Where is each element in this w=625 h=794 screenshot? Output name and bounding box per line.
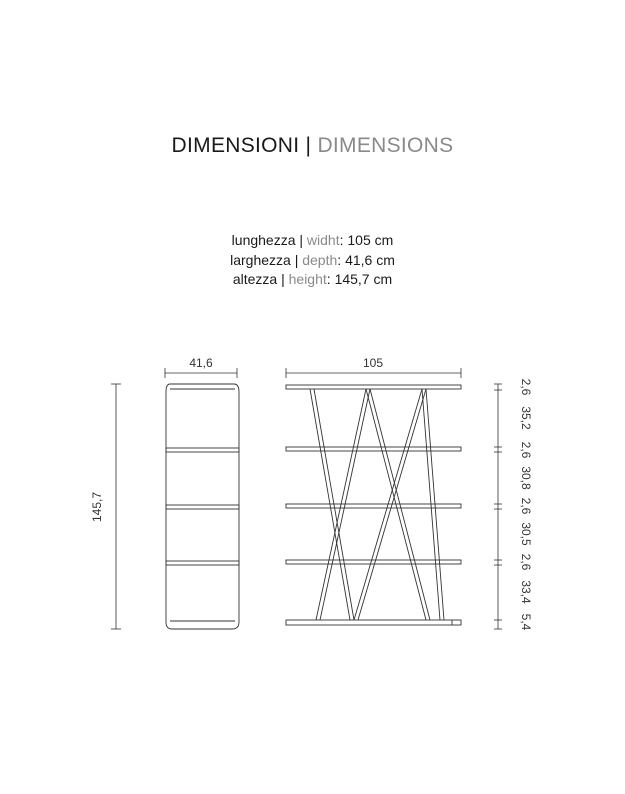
spec-depth-sep: |: [294, 251, 299, 268]
shelf-2: [286, 447, 461, 451]
spec-height-sep: |: [281, 271, 285, 287]
segment-label-4: 30,8: [519, 466, 533, 490]
title-italian: DIMENSIONI: [171, 134, 300, 157]
shelf-base: [286, 620, 461, 625]
height-label: 145,7: [90, 491, 104, 523]
shelf-4: [286, 560, 461, 564]
spec-depth-it: larghezza: [230, 251, 291, 268]
segment-label-6: 30,5: [519, 522, 533, 546]
spec-width-value: 105 cm: [347, 232, 394, 248]
spec-height-en: height: [288, 271, 327, 287]
height-dimension-line: [111, 384, 121, 629]
segment-label-2: 35,2: [519, 406, 533, 430]
spec-depth-value: 41,6 cm: [345, 251, 395, 268]
width-label: 105: [362, 356, 384, 370]
segment-label-3: 2,6: [519, 441, 533, 459]
spec-width-sep: |: [299, 232, 304, 248]
side-view: [166, 384, 239, 629]
title-separator: |: [305, 134, 312, 157]
depth-label: 41,6: [189, 356, 213, 370]
spec-row-depth: larghezza | depth: 41,6 cm: [230, 251, 395, 268]
spec-row-width: lunghezza | widht: 105 cm: [231, 232, 394, 248]
spec-width-en: widht: [306, 232, 340, 248]
segment-label-1: 2,6: [519, 378, 533, 396]
shelf-1: [286, 385, 461, 389]
spec-height-value: 145,7 cm: [334, 271, 393, 287]
front-view: [286, 385, 461, 625]
spec-depth-en: depth: [302, 251, 338, 268]
segment-label-8: 33,4: [519, 580, 533, 604]
title-english: DIMENSIONS: [317, 134, 454, 157]
spec-row-height: altezza | height: 145,7 cm: [232, 271, 393, 287]
spec-width-it: lunghezza: [231, 232, 296, 248]
segment-label-7: 2,6: [519, 553, 533, 571]
spec-height-it: altezza: [232, 271, 278, 287]
segment-dimension-line: [494, 384, 502, 629]
segment-label-5: 2,6: [519, 497, 533, 515]
segment-label-9: 5,4: [519, 613, 533, 631]
